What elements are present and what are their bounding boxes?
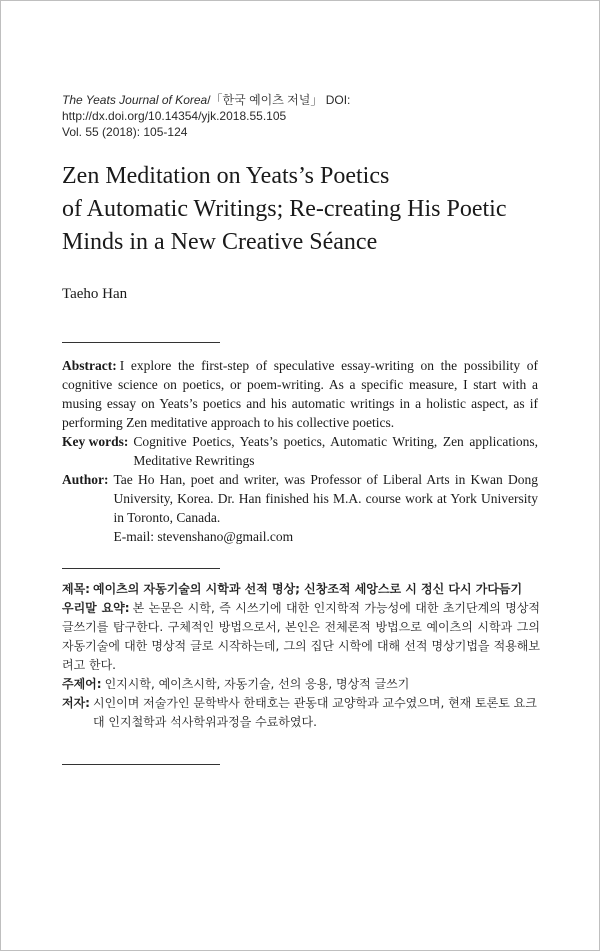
korean-keywords-label: 주제어: xyxy=(62,677,102,691)
section-divider xyxy=(62,342,220,343)
korean-author-text: 시인이며 저술가인 문학박사 한태호는 관동대 교양학과 교수였으며, 현재 토론토 요크대 인지철학과 석사학위과정을 수료하였다. xyxy=(92,696,537,729)
paper-author: Taeho Han xyxy=(62,286,128,302)
author-bio-body xyxy=(114,470,539,546)
abstract-text: I explore the first-step of speculative essay-writing on the possibility of cognitive science on poetics, or poem-writing. As a specific measure, I start with a musing essay on Yeats’s poetics and his automatic writings in a holistic aspect, as if performing Zen meditative approach to his collective poetics. xyxy=(62,358,538,430)
korean-summary xyxy=(62,599,540,675)
english-front-matter xyxy=(62,356,538,546)
section-divider xyxy=(62,568,220,569)
korean-keywords-text: 인지시학, 예이츠시학, 자동기술, 선의 응용, 명상적 글쓰기 xyxy=(104,677,410,691)
journal-citation-line xyxy=(62,92,562,124)
section-divider xyxy=(62,764,220,765)
abstract xyxy=(62,356,538,432)
korean-author-label: 저자: xyxy=(62,696,90,710)
korean-summary-text: 본 논문은 시학, 즉 시쓰기에 대한 인지학적 가능성에 대한 초기단계의 명상적 글쓰기를 탐구한다. 구체적인 방법으로서, 본인은 전체론적 방법으로 예이츠의 시학과 그의 자동기술에 대한 명상적 글로 시작하는데, 그의 집단 시학에 대해 선적 명상기법을 적용해보려고 한다. xyxy=(62,601,540,672)
korean-title-text: 예이츠의 자동기술의 시학과 선적 명상; 신창조적 세앙스로 시 정신 다시 가다듬기 xyxy=(92,582,523,596)
korean-front-matter xyxy=(62,580,540,732)
journal-header xyxy=(62,92,562,140)
paper-title-line-3: Minds in a New Creative Séance xyxy=(62,229,378,255)
journal-doi[interactable]: DOI: http://dx.doi.org/10.14354/yjk.2018.55.105 xyxy=(62,93,351,123)
journal-volume: Vol. 55 (2018): 105-124 xyxy=(62,125,188,139)
korean-author xyxy=(62,694,540,732)
korean-title-label: 제목: xyxy=(62,582,90,596)
abstract-label: Abstract: xyxy=(62,358,117,373)
journal-title: The Yeats Journal of Korea xyxy=(62,93,208,107)
korean-summary-label: 우리말 요약: xyxy=(62,601,130,615)
korean-keywords xyxy=(62,675,540,694)
journal-title-korean: /「한국 예이츠 저널」 xyxy=(207,93,323,107)
author-bio-label: Author: xyxy=(62,472,109,487)
author-bio-text: Tae Ho Han, poet and writer, was Professor of Liberal Arts in Kwan Dong University, Korea. Dr. Han finished his M.A. course work at York University in Toronto, Canada. xyxy=(113,472,538,525)
keywords-text: Cognitive Poetics, Yeats’s poetics, Automatic Writing, Zen applications, Meditative Rewritings xyxy=(133,434,538,468)
author-email[interactable]: E-mail: stevenshano@gmail.com xyxy=(113,529,294,544)
author-bio xyxy=(62,470,538,546)
keywords xyxy=(62,432,538,470)
paper-title-line-2: of Automatic Writings; Re-creating His Poetic xyxy=(62,196,507,222)
paper-title-line-1: Zen Meditation on Yeats’s Poetics xyxy=(62,163,390,189)
paper-title xyxy=(62,160,562,259)
keywords-label: Key words: xyxy=(62,434,129,449)
korean-title xyxy=(62,580,540,599)
